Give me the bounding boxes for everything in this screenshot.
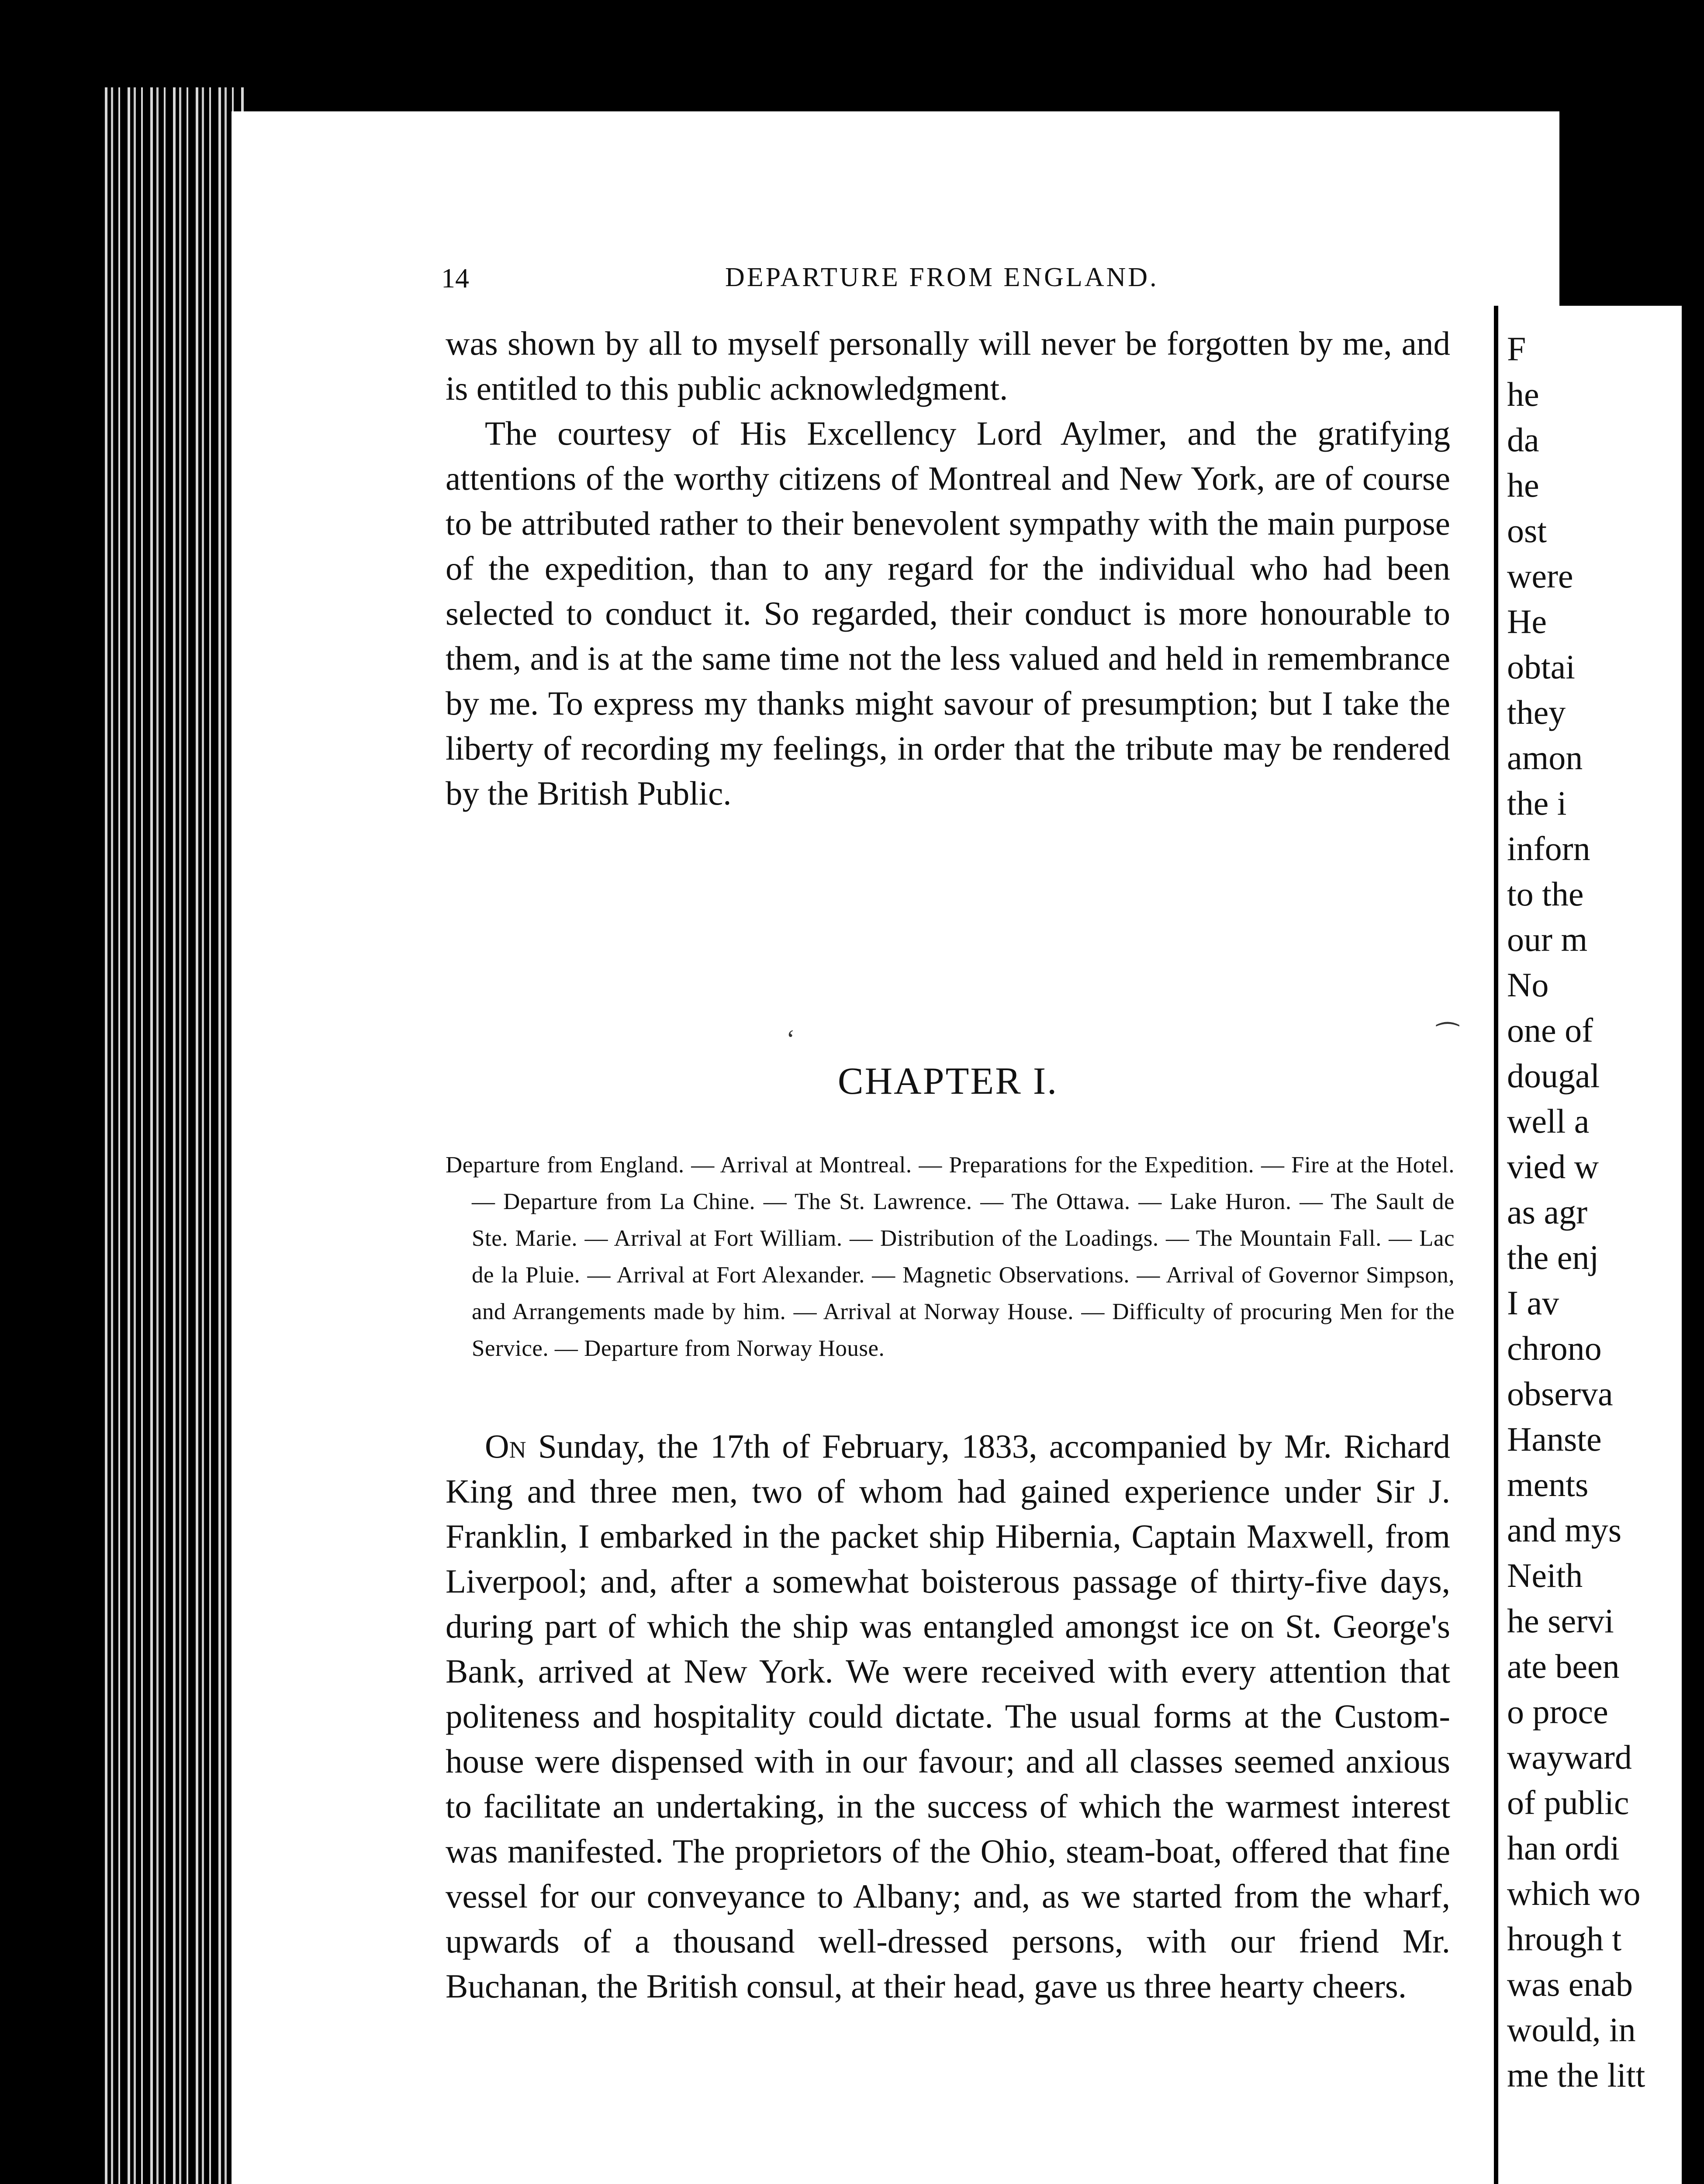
adjacent-page-fragment: I av <box>1507 1284 1559 1322</box>
adjacent-page-fragment: obtai <box>1507 648 1575 686</box>
adjacent-page-fragment: was enab <box>1507 1965 1633 2003</box>
adjacent-page-fragment: and mys <box>1507 1511 1622 1549</box>
page-number: 14 <box>441 263 469 294</box>
adjacent-page-fragment: observa <box>1507 1375 1613 1413</box>
adjacent-page-fragment: dougal <box>1507 1057 1600 1095</box>
adjacent-page-fragment: He <box>1507 602 1547 640</box>
adjacent-page-fragment: No <box>1507 966 1549 1004</box>
adjacent-page-fragment: the i <box>1507 784 1567 822</box>
adjacent-page-fragment: wayward <box>1507 1738 1632 1776</box>
paragraph-continued: was shown by all to myself personally will never be forgotten by me, and is entitled to this public acknowledgment. <box>446 325 1450 407</box>
adjacent-page-fragment: Hanste <box>1507 1420 1602 1458</box>
adjacent-page-fragment: would, in <box>1507 2011 1636 2049</box>
chapter-summary <box>446 1147 1455 1367</box>
paragraph-courtesy: The courtesy of His Excellency Lord Aylmer, and the gratifying attentions of the worthy citizens of Montreal and New York, are of course to be attributed rather to their benevolent sympathy with the main purpose of the expedition, than to any regard for the individual who had been selected to conduct it. So regarded, their conduct is more honourable to them, and is at the same time not the less valued and held in remembrance by me. To express my thanks might savour of presumption; but I take the liberty of recording my feelings, in order that the tribute may be rendered by the British Public. <box>446 415 1450 812</box>
adjacent-page-fragment: to the <box>1507 875 1584 913</box>
running-title: DEPARTURE FROM ENGLAND. <box>725 263 1159 292</box>
opening-word: On <box>485 1427 526 1465</box>
adjacent-page-fragment: Neith <box>1507 1556 1583 1594</box>
adjacent-page-fragment: were <box>1507 557 1573 595</box>
adjacent-page-fragment: da <box>1507 421 1539 459</box>
adjacent-page-fragment: vied w <box>1507 1147 1599 1185</box>
adjacent-page-fragment: inforn <box>1507 829 1590 867</box>
adjacent-page-fragment: ost <box>1507 511 1547 549</box>
ornament-mark-left: ʻ <box>786 1025 795 1054</box>
adjacent-page-edge <box>1494 306 1682 2184</box>
chapter-body <box>446 1424 1450 2009</box>
book-binding-edge <box>105 87 245 2184</box>
adjacent-page-fragment: one of <box>1507 1011 1593 1049</box>
adjacent-page-fragment: he <box>1507 466 1539 504</box>
ornament-mark-right: ⁀ <box>1437 1023 1459 1052</box>
adjacent-page-fragment: chrono <box>1507 1329 1602 1367</box>
chapter-summary-text: Departure from England. — Arrival at Montreal. — Preparations for the Expedition. — Fire at the Hotel. — Departure from La Chine. — The St. Lawrence. — The Ottawa. — Lake Huron. — The Sault de Ste. Marie. — Arrival at Fort William. — Distribution of the Loadings. — The Mountain Fall. — Lac de la Pluie. — Arrival at Fort Alexander. — Magnetic Observations. — Arrival of Governor Simpson, and Arrangements made by him. — Arrival at Norway House. — Difficulty of procuring Men for the Service. — Departure from Norway House. <box>446 1152 1455 1361</box>
adjacent-page-fragment: amon <box>1507 739 1583 777</box>
adjacent-page-fragment: he servi <box>1507 1602 1614 1640</box>
adjacent-page-fragment: they <box>1507 693 1566 731</box>
adjacent-page-fragment: our m <box>1507 920 1588 958</box>
adjacent-page-fragment: he <box>1507 375 1539 413</box>
adjacent-page-fragment: F <box>1507 330 1526 368</box>
adjacent-page-fragment: me the litt <box>1507 2056 1645 2094</box>
adjacent-page-fragment: well a <box>1507 1102 1590 1140</box>
adjacent-page-fragment: ate been <box>1507 1647 1620 1685</box>
adjacent-page-fragment: o proce <box>1507 1693 1608 1731</box>
chapter-title: CHAPTER I. <box>837 1060 1058 1102</box>
adjacent-page-fragment: the enj <box>1507 1238 1599 1276</box>
adjacent-page-fragment: ments <box>1507 1465 1589 1503</box>
adjacent-page-fragment: of public <box>1507 1783 1629 1821</box>
chapter-body-paragraph <box>446 1424 1450 2009</box>
adjacent-page-fragment: hrough t <box>1507 1920 1622 1958</box>
chapter-body-text: Sunday, the 17th of February, 1833, accompanied by Mr. Richard King and three men, two of whom had gained experience under Sir J. Franklin, I embarked in the packet ship Hibernia, Captain Maxwell, from Liverpool; and, after a somewhat boisterous passage of thirty-five days, during part of which the ship was entangled amongst ice on St. George's Bank, arrived at New York. We were received with every attention that politeness and hospitality could dictate. The usual forms at the Custom-house were dispensed with in our favour; and all classes seemed anxious to facilitate an undertaking, in the success of which the warmest interest was manifested. The proprietors of the Ohio, steam-boat, offered that fine vessel for our conveyance to Albany; and, as we started from the wharf, upwards of a thousand well-dressed persons, with our friend Mr. Buchanan, the British consul, at their head, gave us three hearty cheers. <box>446 1427 1450 2005</box>
adjacent-page-fragment: as agr <box>1507 1193 1588 1231</box>
adjacent-page-fragment: which wo <box>1507 1874 1641 1912</box>
adjacent-page-fragment: han ordi <box>1507 1829 1620 1867</box>
opening-text <box>446 321 1450 816</box>
